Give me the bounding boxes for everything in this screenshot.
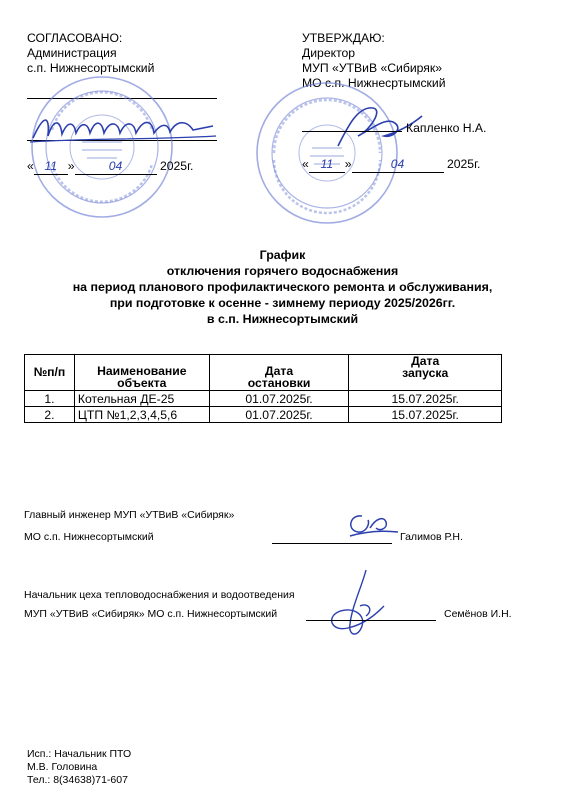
title-line-5: в с.п. Нижнесортымский [206,312,359,326]
executor-name: М.В. Головина [27,761,98,773]
title-line-2: отключения горячего водоснабжения [166,264,399,278]
executor-phone: Тел.: 8(34638)71-607 [27,774,128,786]
row-start-date: 15.07.2025г. [349,407,502,423]
left-signature-icon [28,108,218,148]
approved-date: « 11 » 04 2025г. [27,159,194,173]
table-row [25,391,502,407]
col-header-start-date: Дата запуска [349,355,502,391]
approve-date-year: 2025г. [446,157,481,171]
col-header-stop-date: Дата остановки [209,355,349,391]
department-head-org: МУП «УТВиВ «Сибиряк» МО с.п. Нижнесортымский [24,608,278,620]
approve-date: « 11 » 04 2025г. [302,157,481,171]
approve-org-municipality: МО с.п. Нижнесртымский [302,76,446,90]
schedule-table [24,354,502,423]
title-line-3: на период планового профилактического ремонта и обслуживания, [72,280,493,294]
approved-heading: СОГЛАСОВАНО: [27,31,123,45]
row-num: 1. [25,391,75,407]
approved-org: Администрация [27,46,117,60]
approve-signature-line [302,131,402,132]
department-head-signature-icon [322,566,392,642]
approve-date-month: 04 [390,157,405,171]
document-title: График [259,248,306,262]
chief-engineer-name: Галимов Р.Н. [400,531,463,543]
department-head-name: Семёнов И.Н. [444,608,512,620]
col-header-num: №п/п [25,355,75,391]
table-header-row [25,355,502,391]
row-start-date: 15.07.2025г. [349,391,502,407]
table-row [25,407,502,423]
chief-engineer-org: МО с.п. Нижнесортымский [24,531,154,543]
chief-engineer-signature-line [272,543,392,544]
department-head-signature-line [306,620,436,621]
approved-settlement: с.п. Нижнесортымский [27,61,155,75]
approved-date-year: 2025г. [159,159,194,173]
chief-engineer-title: Главный инженер МУП «УТВиВ «Сибиряк» [24,509,235,521]
row-object: ЦТП №1,2,3,4,5,6 [74,407,209,423]
executor-title: Исп.: Начальник ПТО [27,748,132,760]
approved-date-day: 11 [44,159,58,173]
row-stop-date: 01.07.2025г. [209,391,349,407]
row-num: 2. [25,407,75,423]
approve-heading: УТВЕРЖДАЮ: [302,31,385,45]
title-line-4: при подготовке к осенне - зимнему периоду 2025/2026гг. [109,296,456,310]
approve-signer-name: Капленко Н.А. [406,121,487,135]
approve-org: МУП «УТВиВ «Сибиряк» [302,61,442,75]
department-head-title: Начальник цеха тепловодоснабжения и водоотведения [24,589,295,601]
row-stop-date: 01.07.2025г. [209,407,349,423]
approved-date-month: 04 [108,159,123,173]
row-object: Котельная ДЕ-25 [74,391,209,407]
col-header-name: Наименование объекта [74,355,209,391]
approve-date-day: 11 [320,157,334,171]
approve-position: Директор [302,46,356,60]
chief-engineer-signature-icon [340,506,400,542]
